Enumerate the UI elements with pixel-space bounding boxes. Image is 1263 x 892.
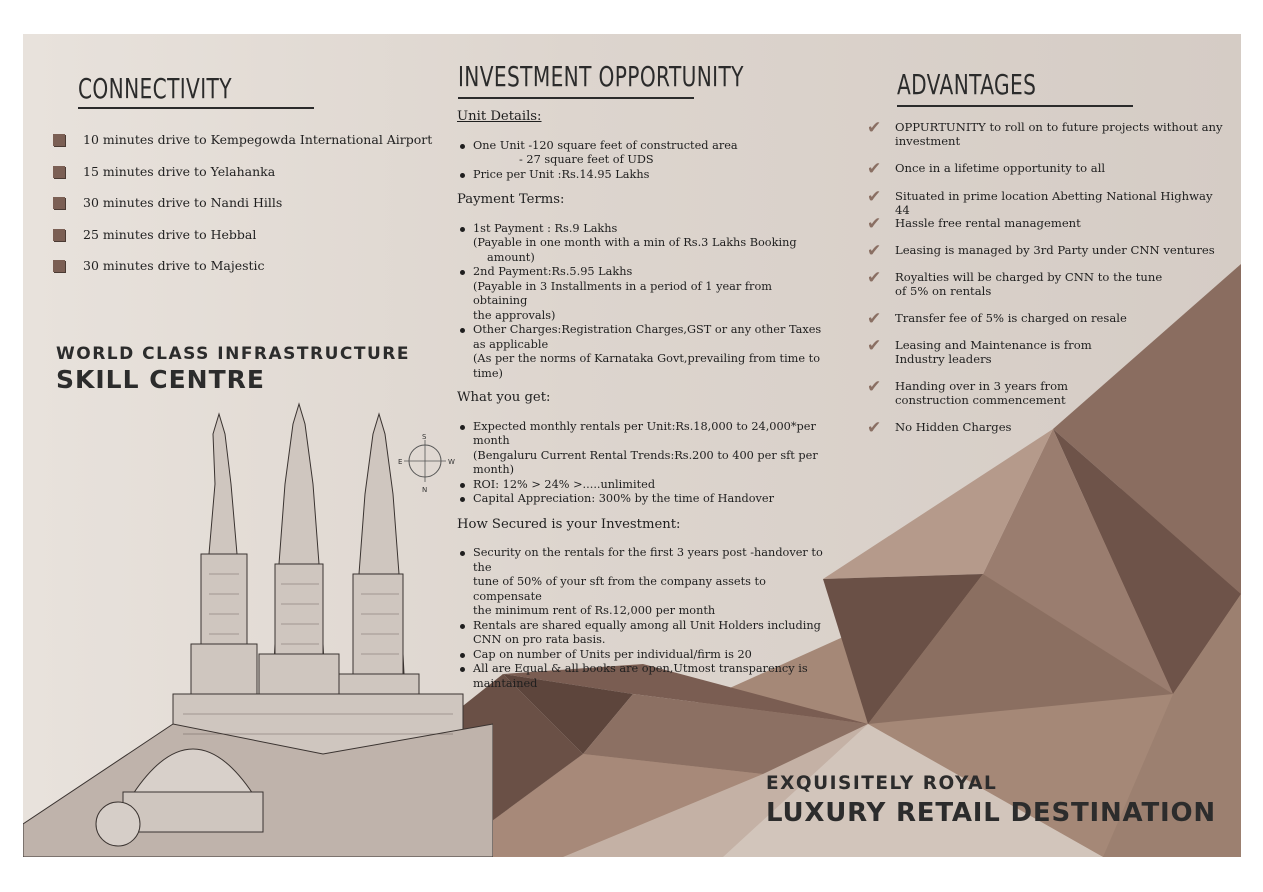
payment-note: amount): [487, 250, 535, 264]
check-icon: ✔: [867, 118, 882, 138]
compass-icon: [398, 430, 462, 494]
infrastructure-line2: SKILL CENTRE: [56, 365, 265, 394]
payment-note: the approvals): [473, 308, 556, 322]
list-item: 1st Payment : Rs.9 Lakhs: [457, 222, 827, 237]
list-item: Price per Unit :Rs.14.95 Lakhs: [457, 168, 827, 183]
square-bullet-icon: [53, 197, 65, 209]
infrastructure-line1: WORLD CLASS INFRASTRUCTURE: [56, 344, 410, 364]
payment-note: (As per the norms of Karnataka Govt,prevailing from time to time): [473, 352, 821, 380]
list-item: ✔ Hassle free rental management: [867, 214, 1081, 234]
list-item: ✔ Once in a lifetime opportunity to all: [867, 159, 1106, 179]
check-icon: ✔: [867, 336, 882, 356]
list-item: All are Equal & all books are open,Utmost transparency is maintained: [457, 662, 827, 691]
tagline-line1: EXQUISITELY ROYAL: [766, 773, 998, 794]
advantages-rule: [897, 105, 1133, 107]
square-bullet-icon: [53, 260, 65, 272]
unit-details-title: Unit Details:: [457, 109, 542, 124]
list-item: Security on the rentals for the first 3 years post -handover to the: [457, 546, 827, 575]
investment-rule: [458, 97, 694, 99]
list-item: ✔ Leasing is managed by 3rd Party under CNN ventures: [867, 241, 1215, 261]
check-icon: ✔: [867, 268, 882, 288]
list-item: 25 minutes drive to Hebbal: [53, 227, 432, 259]
list-item: Cap on number of Units per individual/firm is 20: [457, 648, 827, 663]
list-item: Other Charges:Registration Charges,GST or any other Taxes as applicable: [457, 323, 827, 352]
compass-w: W: [448, 458, 455, 466]
check-icon: ✔: [867, 418, 882, 438]
secured-title: How Secured is your Investment:: [457, 516, 681, 532]
secured-note: the minimum rent of Rs.12,000 per month: [473, 604, 716, 617]
list-item: 15 minutes drive to Yelahanka: [53, 164, 432, 196]
investment-body: [457, 110, 827, 691]
connectivity-rule: [78, 107, 314, 109]
check-icon: ✔: [867, 309, 882, 329]
list-item: 30 minutes drive to Nandi Hills: [53, 195, 432, 227]
check-icon: ✔: [867, 241, 882, 261]
unit-details-uds: - 27 square feet of UDS: [519, 153, 654, 166]
list-item: 10 minutes drive to Kempegowda International Airport: [53, 132, 432, 164]
list-item: ✔ No Hidden Charges: [867, 418, 1012, 438]
what-you-get-title: What you get:: [457, 390, 551, 405]
list-item: 2nd Payment:Rs.5.95 Lakhs: [457, 265, 827, 280]
list-item: ✔ Handing over in 3 years from construction commencement: [867, 377, 1069, 407]
square-bullet-icon: [53, 229, 65, 241]
tagline-line2: LUXURY RETAIL DESTINATION: [766, 798, 1216, 828]
list-item: ✔ Situated in prime location Abetting National Highway 44: [867, 187, 1213, 217]
advantages-list: [867, 120, 1227, 440]
secured-note: tune of 50% of your sft from the company assets to compensate: [473, 575, 766, 603]
square-bullet-icon: [53, 134, 65, 146]
list-item: ✔ OPPURTUNITY to roll on to future projects without any investment: [867, 118, 1223, 148]
list-item: Expected monthly rentals per Unit:Rs.18,000 to 24,000*per month: [457, 420, 827, 449]
compass-s: S: [422, 433, 427, 441]
list-item: 30 minutes drive to Majestic: [53, 258, 432, 290]
compass-e: E: [398, 458, 403, 466]
list-item: ✔ Royalties will be charged by CNN to the tune of 5% on rentals: [867, 268, 1163, 298]
check-icon: ✔: [867, 159, 882, 179]
list-item: One Unit -120 square feet of constructed area: [457, 139, 827, 154]
square-bullet-icon: [53, 166, 65, 178]
check-icon: ✔: [867, 214, 882, 234]
payment-note: (Payable in 3 Installments in a period of 1 year from obtaining: [473, 279, 772, 307]
payment-note: (Payable in one month with a min of Rs.3 Lakhs Booking: [473, 236, 797, 249]
rental-note: (Bengaluru Current Rental Trends:Rs.200 to 400 per sft per month): [473, 448, 818, 476]
connectivity-heading: CONNECTIVITY: [78, 72, 232, 105]
connectivity-list: [53, 132, 432, 290]
list-item: Capital Appreciation: 300% by the time of Handover: [457, 492, 827, 507]
investment-heading: INVESTMENT OPPORTUNITY: [458, 60, 744, 93]
payment-terms-title: Payment Terms:: [457, 192, 565, 207]
brochure-page: [23, 34, 1241, 857]
check-icon: ✔: [867, 187, 882, 207]
list-item: ROI: 12% > 24% >.....unlimited: [457, 478, 827, 493]
check-icon: ✔: [867, 377, 882, 397]
compass-n: N: [422, 486, 428, 494]
advantages-heading: ADVANTAGES: [897, 68, 1037, 101]
list-item: ✔ Leasing and Maintenance is from Industry leaders: [867, 336, 1092, 366]
list-item: ✔ Transfer fee of 5% is charged on resale: [867, 309, 1127, 329]
list-item: Rentals are shared equally among all Unit Holders including CNN on pro rata basis.: [457, 619, 827, 648]
